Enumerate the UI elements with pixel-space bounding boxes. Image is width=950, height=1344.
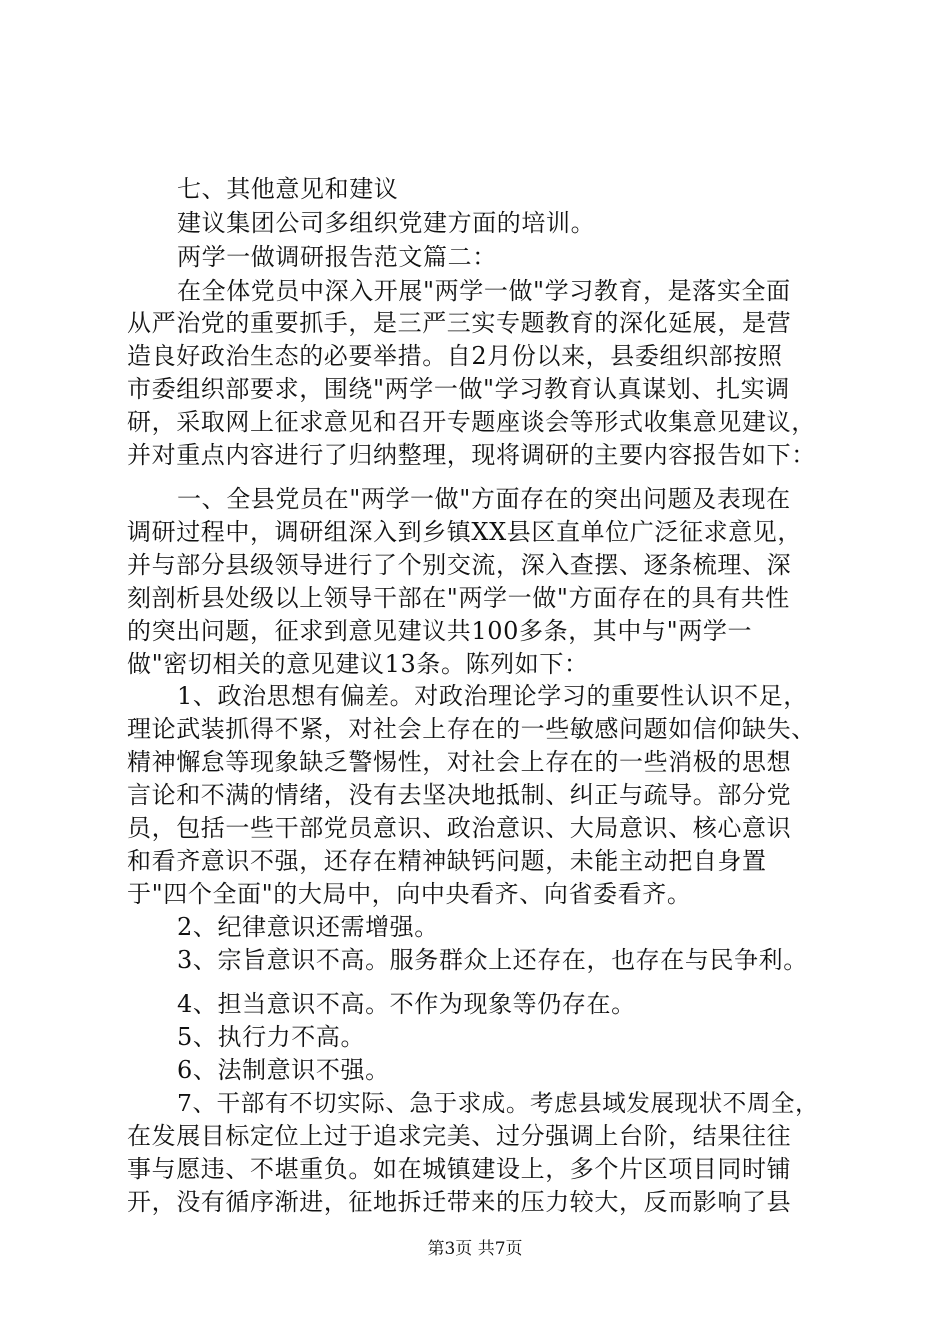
paragraph-line: 一、全县党员在"两学一做"方面存在的突出问题及表现在 xyxy=(177,485,791,513)
paragraph-line: 做"密切相关的意见建议13条。陈列如下： xyxy=(127,650,589,678)
paragraph-line: 和看齐意识不强，还存在精神缺钙问题，未能主动把自身置 xyxy=(127,847,767,875)
paragraph-line: 员，包括一些干部党员意识、政治意识、大局意识、核心意识 xyxy=(127,814,792,842)
section-heading: 七、其他意见和建议 xyxy=(177,175,399,203)
paragraph-line: 并与部分县级领导进行了个别交流，深入查摆、逐条梳理、深 xyxy=(127,551,792,579)
paragraph-line: 研，采取网上征求意见和召开专题座谈会等形式收集意见建议， xyxy=(127,408,816,436)
paragraph-line: 的突出问题，征求到意见建议共100多条，其中与"两学一 xyxy=(127,617,753,645)
paragraph-line: 6、法制意识不强。 xyxy=(177,1056,390,1084)
paragraph-line: 刻剖析县处级以上领导干部在"两学一做"方面存在的具有共性 xyxy=(127,584,790,612)
paragraph-line: 市委组织部要求，围绕"两学一做"学习教育认真谋划、扎实调 xyxy=(127,375,790,403)
paragraph-line: 事与愿违、不堪重负。如在城镇建设上，多个片区项目同时铺 xyxy=(127,1155,792,1183)
paragraph-line: 建议集团公司多组织党建方面的培训。 xyxy=(177,209,596,237)
paragraph-line: 两学一做调研报告范文篇二： xyxy=(177,243,497,271)
paragraph-line: 5、执行力不高。 xyxy=(177,1023,366,1051)
paragraph-line: 2、纪律意识还需增强。 xyxy=(177,913,439,941)
paragraph-line: 在全体党员中深入开展"两学一做"学习教育，是落实全面 xyxy=(177,277,791,305)
paragraph-line: 1、政治思想有偏差。对政治理论学习的重要性认识不足， xyxy=(177,682,808,710)
paragraph-line: 理论武装抓得不紧，对社会上存在的一些敏感问题如信仰缺失、 xyxy=(127,715,816,743)
paragraph-line: 精神懈怠等现象缺乏警惕性，对社会上存在的一些消极的思想 xyxy=(127,748,792,776)
paragraph-line: 开，没有循序渐进，征地拆迁带来的压力较大，反而影响了县 xyxy=(127,1188,792,1216)
paragraph-line: 3、宗旨意识不高。服务群众上还存在，也存在与民争利。 xyxy=(177,946,808,974)
paragraph-line: 在发展目标定位上过于追求完美、过分强调上台阶，结果往往 xyxy=(127,1122,792,1150)
paragraph-line: 造良好政治生态的必要举措。自2月份以来，县委组织部按照 xyxy=(127,342,783,370)
paragraph-line: 调研过程中，调研组深入到乡镇XX县区直单位广泛征求意见， xyxy=(127,518,802,546)
paragraph-line: 并对重点内容进行了归纳整理，现将调研的主要内容报告如下： xyxy=(127,441,816,469)
paragraph-line: 言论和不满的情绪，没有去坚决地抵制、纠正与疏导。部分党 xyxy=(127,781,792,809)
paragraph-line: 从严治党的重要抓手，是三严三实专题教育的深化延展，是营 xyxy=(127,309,792,337)
paragraph-line: 7、干部有不切实际、急于求成。考虑县域发展现状不周全， xyxy=(177,1089,820,1117)
paragraph-line: 于"四个全面"的大局中，向中央看齐、向省委看齐。 xyxy=(127,880,692,908)
paragraph-line: 4、担当意识不高。不作为现象等仍存在。 xyxy=(177,990,636,1018)
page-number-footer: 第3页 共7页 xyxy=(427,1239,523,1259)
